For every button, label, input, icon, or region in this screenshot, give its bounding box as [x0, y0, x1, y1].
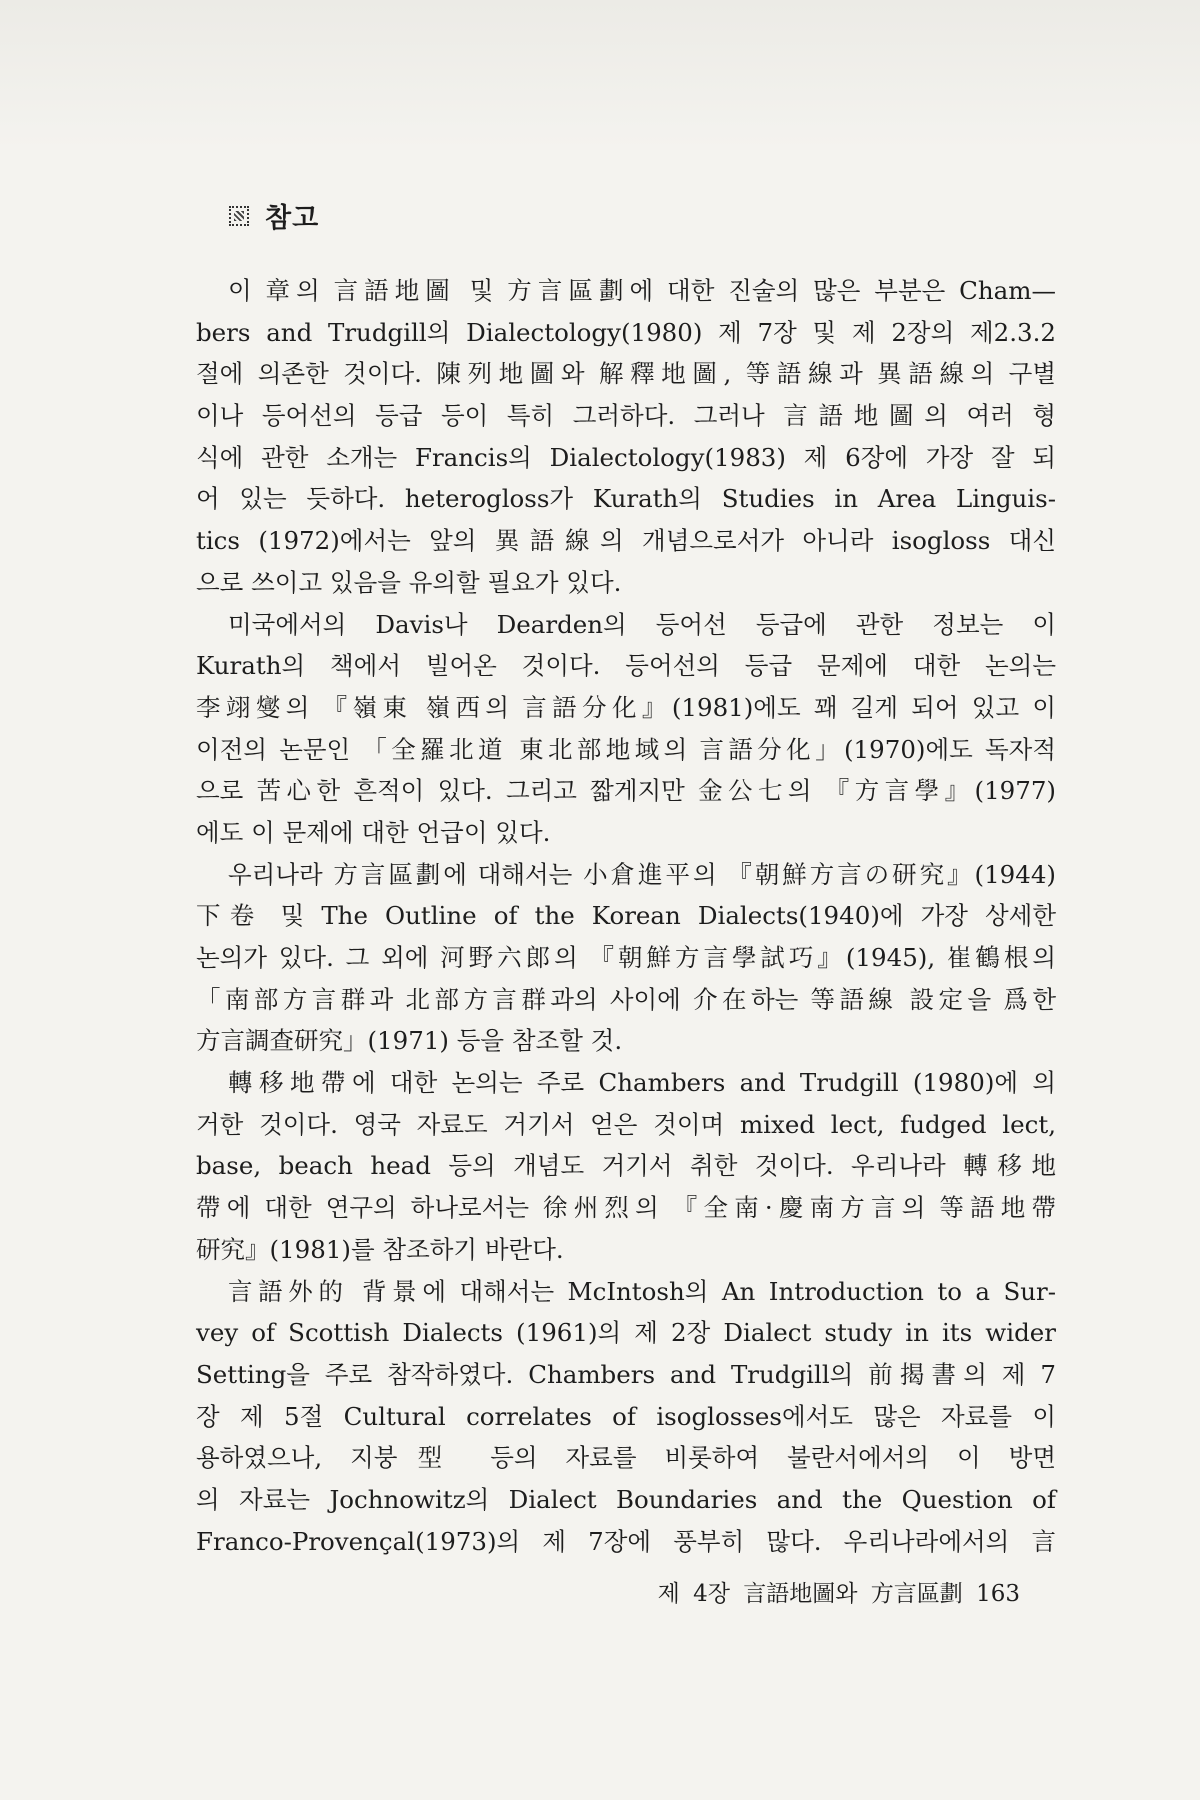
text-line: 下卷 및 The Outline of the Korean Dialects(1940)에 가장 상세한	[196, 901, 1056, 931]
text-line: 李翊燮의 『嶺東 嶺西의 言語分化』(1981)에도 꽤 길게 되어 있고 이	[196, 692, 1056, 722]
text-line: tics (1972)에서는 앞의 異語線의 개념으로서가 아니라 isogloss 대신	[196, 526, 1056, 556]
text-line: 절에 의존한 것이다. 陳列地圖와 解釋地圖, 等語線과 異語線의 구별	[196, 359, 1056, 389]
text-line: 으로 苦心한 흔적이 있다. 그리고 짧게지만 金公七의 『方言學』(1977)	[196, 776, 1056, 806]
text-line: Setting을 주로 참작하였다. Chambers and Trudgill의 前揭書의 제 7	[196, 1359, 1056, 1389]
section-header	[229, 196, 319, 235]
text-line: 研究』(1981)를 참조하기 바란다.	[196, 1234, 564, 1264]
text-line: 言語外的 背景에 대해서는 McIntosh의 An Introduction to a Sur-	[228, 1276, 1056, 1306]
text-line: 이 章의 言語地圖 및 方言區劃에 대한 진술의 많은 부분은 Cham—	[228, 276, 1056, 305]
body-text	[196, 270, 1056, 1562]
dotted-box-icon	[229, 206, 249, 226]
text-line: bers and Trudgill의 Dialectology(1980) 제 7장 및 제 2장의 제2.3.2	[196, 317, 1056, 347]
text-line: 帶에 대한 연구의 하나로서는 徐州烈의 『全南·慶南方言의 等語地帶	[196, 1193, 1056, 1223]
text-line: 轉移地帶에 대한 논의는 주로 Chambers and Trudgill (1980)에 의	[228, 1068, 1056, 1098]
text-line: 이전의 논문인 「全羅北道 東北部地域의 言語分化」(1970)에도 독자적	[196, 734, 1056, 764]
section-title: 참고	[265, 203, 320, 234]
text-line: 에도 이 문제에 대한 언급이 있다.	[196, 817, 551, 847]
text-line: Franco-Provençal(1973)의 제 7장에 풍부히 많다. 우리나라에서의 言	[196, 1526, 1056, 1556]
text-line: 거한 것이다. 영국 자료도 거기서 얻은 것이며 mixed lect, fudged lect,	[196, 1109, 1056, 1139]
running-footer: 제 4장 言語地圖와 方言區劃 163	[657, 1581, 1020, 1607]
text-line: 이나 등어선의 등급 등이 특히 그러하다. 그러나 言語地圖의 여러 형	[196, 401, 1056, 431]
text-line: 「南部方言群과 北部方言群과의 사이에 介在하는 等語線 設定을 爲한	[196, 984, 1056, 1014]
text-line: 장 제 5절 Cultural correlates of isoglosses에서도 많은 자료를 이	[196, 1401, 1056, 1431]
text-line: vey of Scottish Dialects (1961)의 제 2장 Dialect study in its wider	[196, 1318, 1056, 1348]
page-shadow	[0, 0, 1200, 150]
text-line: 식에 관한 소개는 Francis의 Dialectology(1983) 제 6장에 가장 잘 되	[196, 442, 1056, 472]
text-line: base, beach head 등의 개념도 거기서 취한 것이다. 우리나라 轉移地	[196, 1151, 1056, 1181]
text-line: 우리나라 方言區劃에 대해서는 小倉進平의 『朝鮮方言の研究』(1944)	[228, 859, 1056, 889]
text-line: Kurath의 책에서 빌어온 것이다. 등어선의 등급 문제에 대한 논의는	[196, 651, 1056, 681]
text-line: 용하였으나, 지붕型 등의 자료를 비롯하여 불란서에서의 이 방면	[196, 1443, 1056, 1473]
text-line: 미국에서의 Davis나 Dearden의 등어선 등급에 관한 정보는 이	[228, 609, 1056, 639]
text-line: 논의가 있다. 그 외에 河野六郎의 『朝鮮方言學試巧』(1945), 崔鶴根의	[196, 943, 1056, 972]
text-line: 의 자료는 Jochnowitz의 Dialect Boundaries and the Question of	[196, 1484, 1056, 1514]
text-line: 으로 쓰이고 있음을 유의할 필요가 있다.	[196, 567, 622, 597]
text-line: 方言調查研究」(1971) 등을 참조할 것.	[196, 1026, 623, 1056]
text-line: 어 있는 듯하다. heterogloss가 Kurath의 Studies in Area Linguis-	[196, 484, 1056, 514]
